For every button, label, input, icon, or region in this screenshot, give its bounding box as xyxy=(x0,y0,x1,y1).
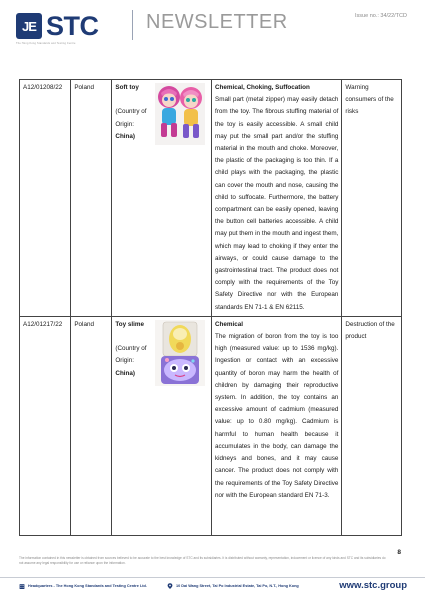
measure-cell: Warning consumers of the risks xyxy=(342,80,402,317)
newsletter-header xyxy=(0,0,425,62)
product-cell xyxy=(112,316,212,535)
origin-value: China) xyxy=(115,132,135,140)
product-name: Soft toy xyxy=(115,84,139,91)
measure-cell: Destruction of the product xyxy=(342,316,402,535)
recall-table xyxy=(19,79,402,536)
origin-label: Origin: xyxy=(115,357,134,365)
hazard-description: The migration of boron from the toy is too high (measured value: up to 1536 mg/kg). Ingestion or contact with an excessive quantity of boron may harm the health of children by damaging their reproductive system. In addition, the toy contains an excessive amount of cadmium (measured value: up to 0.80 mg/kg). Cadmium is harmful to human health because it accumulates in the body, can damage the kidneys and bones, and it may cause cancer. The product does not comply with the requirements of the Toy Safety Directive nor with the European standard EN 71-3. xyxy=(215,333,339,499)
building-icon xyxy=(19,583,25,589)
stc-logo xyxy=(16,12,99,40)
product-cell xyxy=(112,80,212,317)
company-name: Headquarters - The Hong Kong Standards and Testing Centre Ltd. xyxy=(28,584,147,588)
table-row xyxy=(20,316,402,535)
hazard-title: Chemical xyxy=(215,320,243,328)
disclaimer-text: The information contained in this newsletter is obtained from sources believed to be accurate to the best knowledge of STC and its subsidiaries. It is distributed without warranty, representation, inducement or licence of any kinds and STC and its subsidiaries do not assume any legal responsibility for use or reliance upon the information. xyxy=(19,556,386,565)
country-cell: Poland xyxy=(71,80,112,317)
country-cell: Poland xyxy=(71,316,112,535)
hazard-cell xyxy=(212,80,342,317)
hazard-title: Chemical, Choking, Suffocation xyxy=(215,84,310,91)
origin-label: (Country of xyxy=(115,345,147,353)
issue-number: Issue no.: 34/22/TCD xyxy=(355,13,407,19)
website-link[interactable]: www.stc.group xyxy=(339,580,407,591)
logo-text: STC xyxy=(46,10,99,41)
page-footer xyxy=(0,577,425,600)
logo-mark-icon: JE xyxy=(16,13,42,39)
logo-tagline: The Hong Kong Standards and Testing Centre xyxy=(16,42,76,45)
reference-cell: A12/01217/22 xyxy=(20,316,71,535)
origin-label: Origin: xyxy=(115,120,134,128)
table-row xyxy=(20,80,402,317)
origin-label: (Country of xyxy=(115,108,147,116)
hazard-cell xyxy=(212,316,342,535)
origin-value: China) xyxy=(115,369,135,377)
toy-slime-photo xyxy=(155,320,205,386)
footer-address xyxy=(167,583,299,589)
address-text: 10 Dai Wang Street, Tai Po Industrial Estate, Tai Po, N.T., Hong Kong xyxy=(176,584,299,588)
reference-cell: A12/01208/22 xyxy=(20,80,71,317)
hazard-description: Small part (metal zipper) may easily detach from the toy. The fibrous stuffing material of the toy is easily accessible. A small child may put the small part and/or the stuffing material in the mouth and choke. Moreover, the plastic of the packaging is too thin. If a child plays with the packaging, the plastic can cover the mouth and nose, causing the child to suffocate. Furthermore, the battery compartment can be easily opened, leaving the button cell batteries accessible. A child may put them in the mouth and ingest them, which may lead to choking if they enter the airways, or could cause damage to the gastrointestinal tract. The product does not comply with the requirements of the Toy Safety Directive nor with the European standards EN 71-1 & EN 62115. xyxy=(215,96,339,311)
product-name: Toy slime xyxy=(115,320,144,328)
page-number: 8 xyxy=(397,549,401,556)
header-divider xyxy=(132,10,133,40)
soft-toy-photo xyxy=(155,83,205,145)
page-title: NEWSLETTER xyxy=(146,11,288,33)
location-pin-icon xyxy=(167,583,173,589)
footer-company xyxy=(19,583,147,589)
